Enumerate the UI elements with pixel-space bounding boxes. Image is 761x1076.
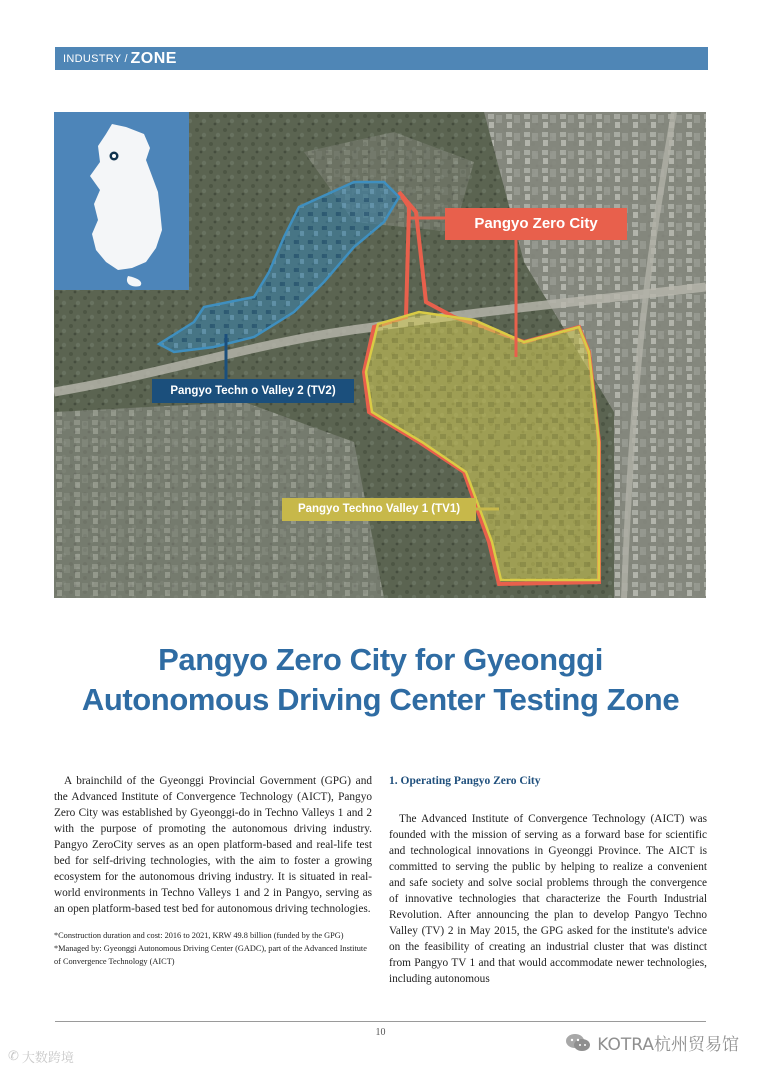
map-label-zero-city: Pangyo Zero City (445, 208, 627, 240)
watermark-left (8, 1047, 74, 1066)
map-graphic (54, 112, 706, 598)
page-number: 10 (375, 1027, 386, 1038)
body-paragraph: The Advanced Institute of Convergence Technology (AICT) was founded with the mission of serving as a forward base for scientific and technological innovations in Gyeonggi Province. The AICT is committed to serving the public by helping to realize a convenient and safe society and solve social problems through the convergence of innovative technologies that characterize the Fourth Industrial Revolution. After announcing the plan to develop Pangyo Techno Valley (TV) 2 in May 2015, the GPG asked for the institute's advice on the feasibility of creating an industrial cluster that was distinct from Pangyo TV 1 and that would accommodate newer technologies, including autonomous (389, 813, 707, 985)
section-header-bar (55, 47, 708, 70)
page-title (40, 640, 721, 720)
footnote-construction: *Construction duration and cost: 2016 to 2021, KRW 49.8 billion (funded by the GPG) (54, 931, 344, 940)
right-column (389, 773, 707, 987)
page-title-line-1: Pangyo Zero City for Gyeonggi (158, 642, 603, 677)
footnotes (54, 929, 372, 968)
footnote-managed-by: *Managed by: Gyeonggi Autonomous Driving Center (GADC), part of the Advanced Institute of Convergence Technology (AICT) (54, 944, 367, 966)
watermark-right-text: KOTRA杭州贸易馆 (597, 1035, 739, 1055)
watermark-right (565, 1030, 739, 1055)
watermark-left-icon: ✆ (8, 1049, 19, 1064)
page-title-line-2: Autonomous Driving Center Testing Zone (81, 682, 680, 717)
wechat-icon (565, 1033, 591, 1053)
section-zone-label: ZONE (130, 49, 177, 67)
section-separator: / (124, 52, 128, 65)
section-heading: 1. Operating Pangyo Zero City (389, 775, 541, 787)
left-column (54, 773, 372, 968)
pangyo-aerial-map (54, 112, 706, 598)
footer-divider (55, 1021, 706, 1022)
watermark-left-text: 大数跨境 (21, 1051, 74, 1066)
map-label-tv1: Pangyo Techno Valley 1 (TV1) (282, 498, 476, 521)
map-label-tv2: Pangyo Techn o Valley 2 (TV2) (152, 379, 354, 403)
section-label: INDUSTRY (63, 52, 122, 65)
intro-paragraph: A brainchild of the Gyeonggi Provincial Government (GPG) and the Advanced Institute of Convergence Technology (AICT), Pangyo Zero City was established by Gyeonggi-do in Techno Valleys 1 and 2 with the purpose of promoting the autonomous driving industry. Pangyo ZeroCity serves as an open platform-based and real-life test bed for self-driving technologies, with the aim to foster a growing ecosystem for the autonomous driving industry. It is situated in real-world environments in Techno Valleys 1 and 2 in Pangyo, serving as an open platform-based test bed for autonomous driving technologies. (54, 775, 372, 915)
